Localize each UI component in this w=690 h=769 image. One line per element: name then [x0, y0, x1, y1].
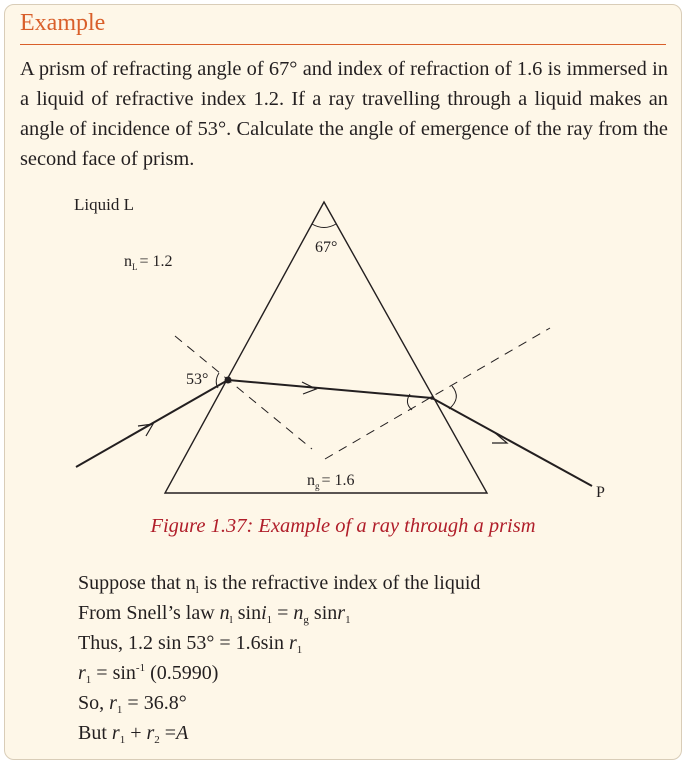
- problem-statement: A prism of refracting angle of 67° and index of refraction of 1.6 is immersed in a liquid of refractive index 1.2. If a ray travelling through a liquid makes an angle of incidence of 53°. Calculate the angle of emergence of the ray from the second face of prism.: [20, 58, 668, 170]
- solution-line-4: $r_1 = \sin^{-1} (0.5990)$: [78, 662, 219, 686]
- incidence-angle-label: 53°: [186, 371, 209, 388]
- liquid-index-label: $n_L = 1.2$: [124, 253, 173, 272]
- figure-caption: Figure 1.37: Example of a ray through a prism: [150, 515, 536, 537]
- example-heading: Example: [20, 10, 106, 36]
- solution-line-1: Suppose that $n_l$ is the refractive index of the liquid: [78, 572, 481, 596]
- exit-angle-arc-outside: [449, 386, 456, 409]
- solution-line-6: But $r_1 + r_2 =A$: [78, 722, 189, 746]
- solution-line-5: So, $r_1 = 36.8^\circ$: [78, 692, 187, 716]
- apex-angle-label: 67°: [315, 239, 338, 256]
- apex-angle-arc: [312, 224, 336, 228]
- solution-line-2: From Snell’s law $n_l$ $\sin i_1 = n_g$ sinr$_1$: [78, 602, 351, 626]
- solution-steps: [78, 568, 480, 748]
- normal-first-face: [175, 336, 312, 449]
- incidence-point: [225, 377, 232, 384]
- normal-second-face: [325, 328, 550, 459]
- point-p-label: P: [596, 484, 605, 501]
- emergent-ray: [432, 398, 592, 486]
- incident-ray: [76, 380, 228, 467]
- refracted-ray: [228, 380, 432, 398]
- glass-index-label: $n_g = 1.6$: [307, 472, 355, 491]
- solution-line-3: Thus, 1.2 sin 53° = 1.6sin $r_1$: [78, 632, 303, 656]
- emergence-point: [430, 396, 434, 400]
- liquid-label: Liquid L: [74, 195, 134, 214]
